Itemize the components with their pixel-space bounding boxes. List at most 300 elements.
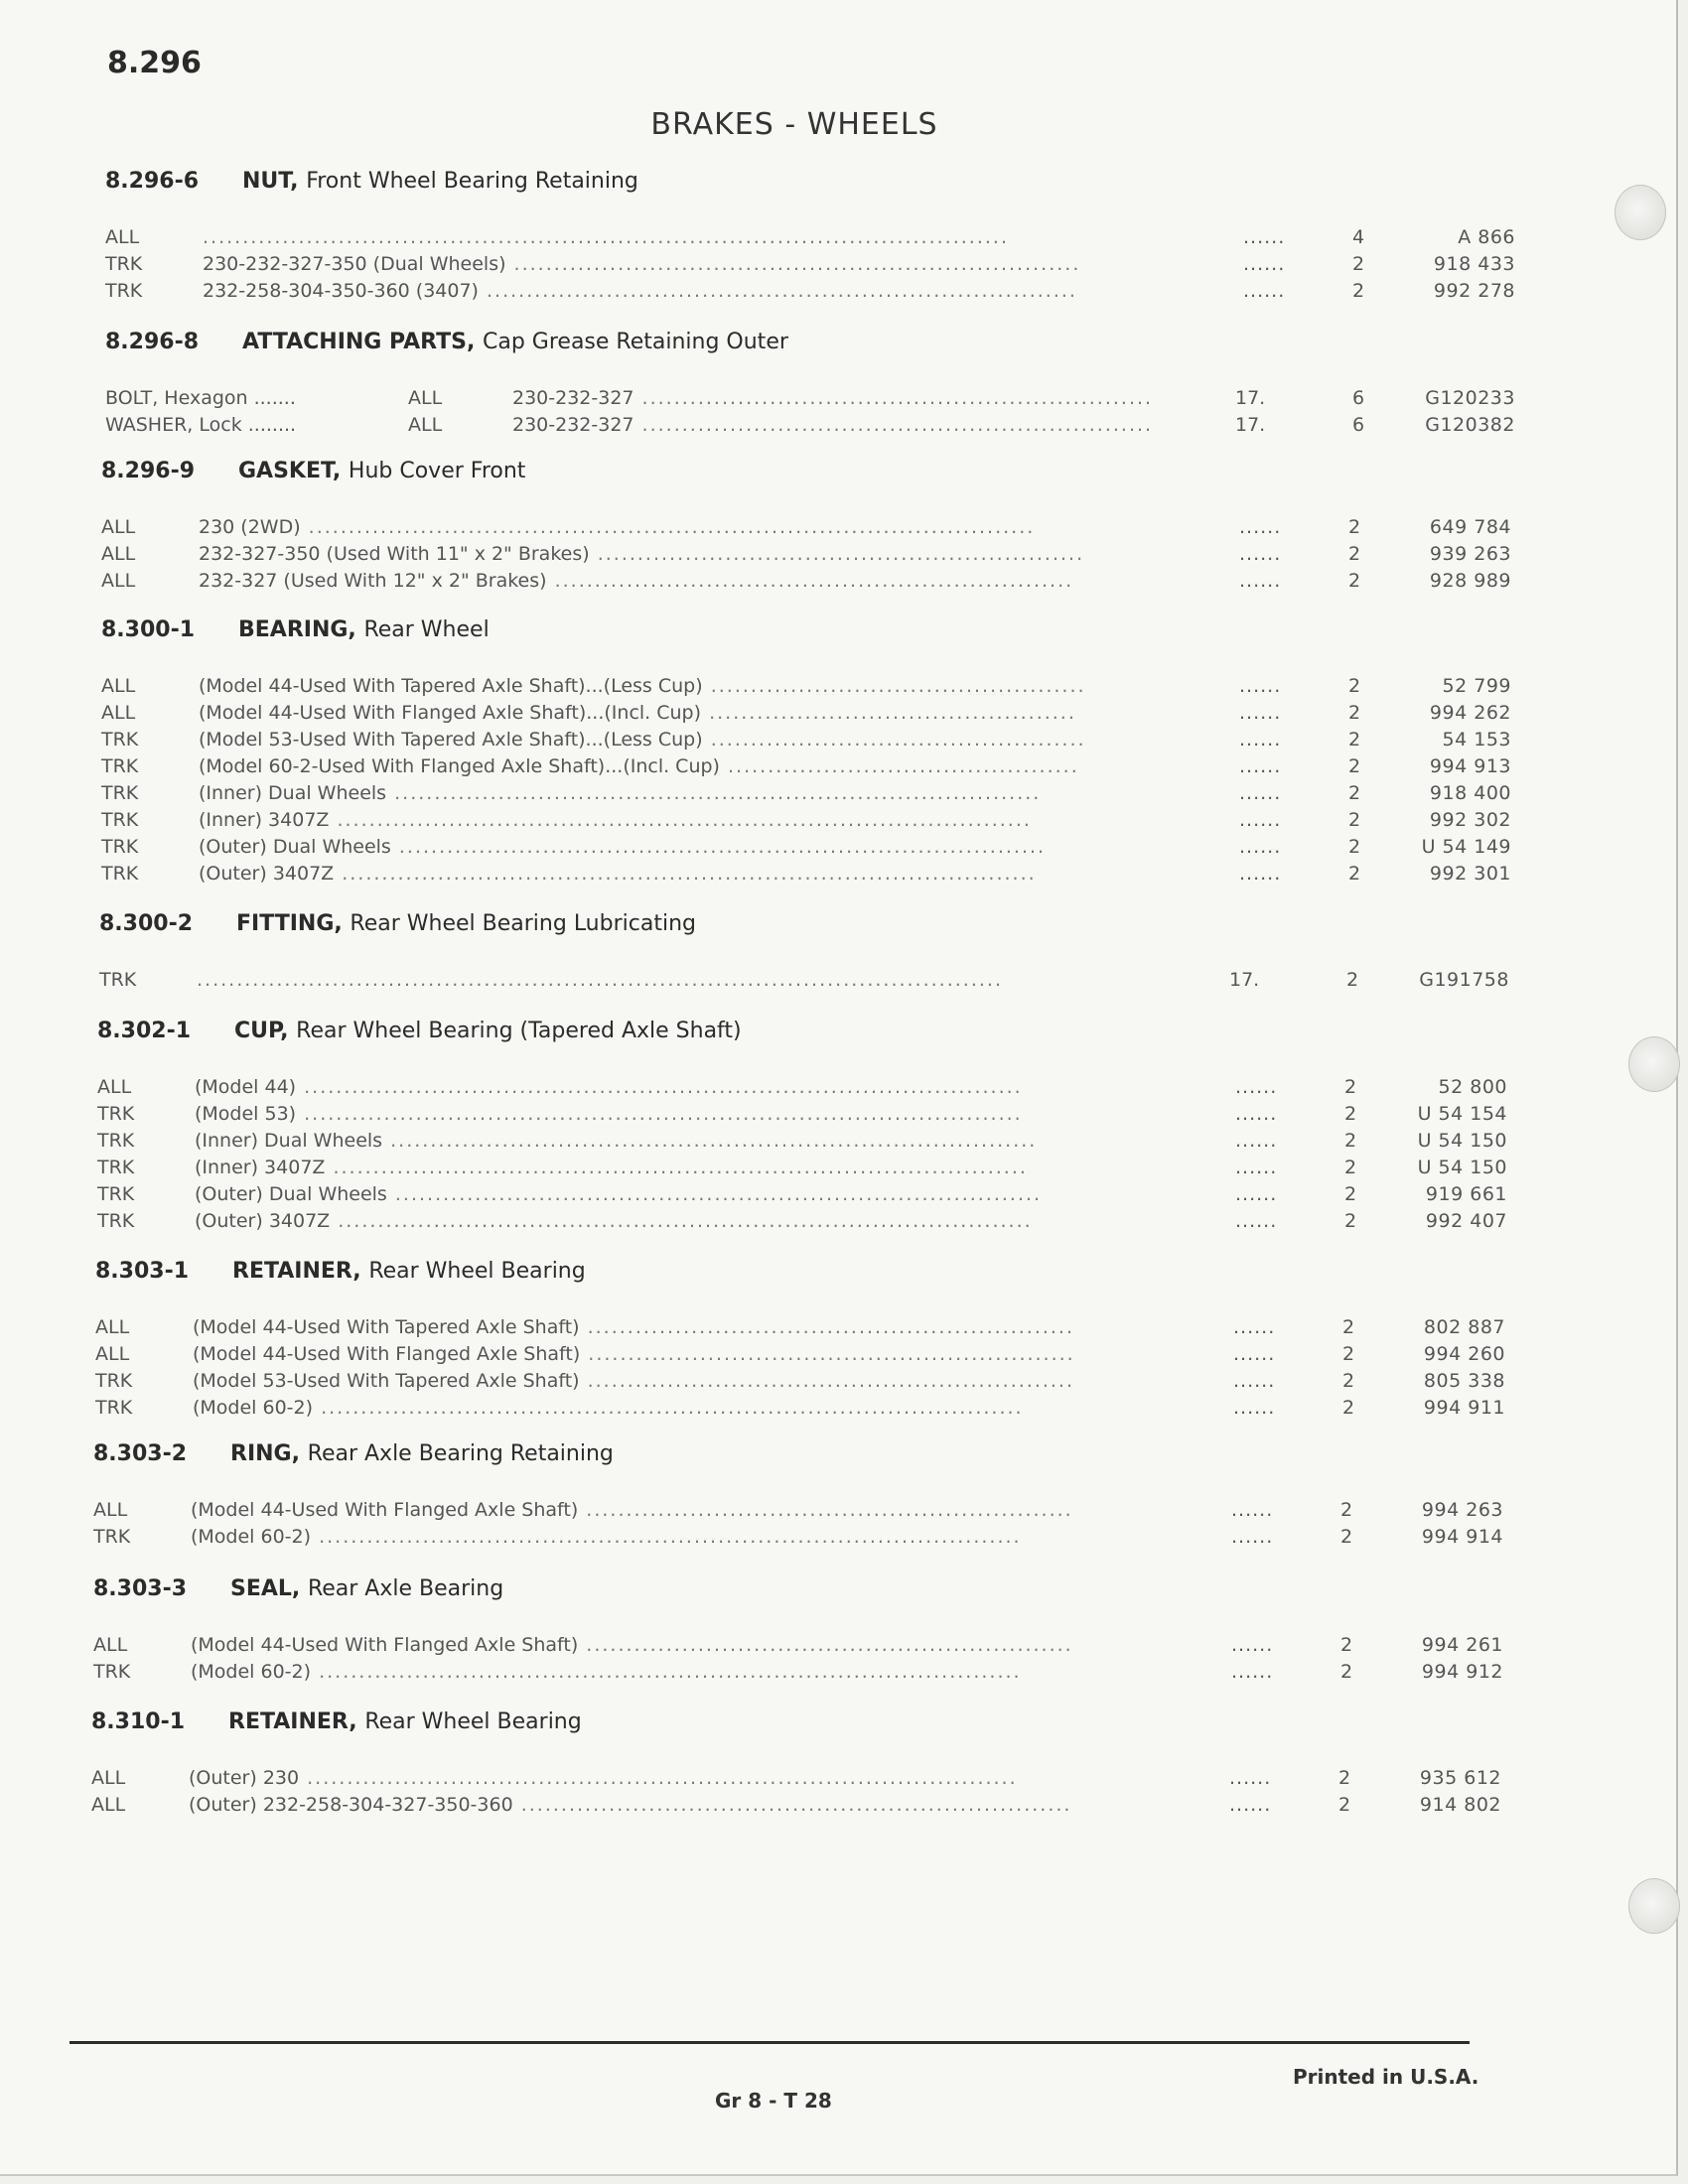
section-number: 8.310-1 [91,1709,186,1734]
part-row [101,729,1591,755]
blank-reference-dots: ...... [1239,836,1282,858]
section-separator: , [290,169,307,194]
row-quantity: 6 [1351,387,1365,409]
dot-leader: ............................................................. [580,1343,1075,1365]
row-applicability: TRK [97,1157,135,1178]
row-part-number: 649 784 [1429,516,1511,538]
row-part-number: 918 400 [1429,782,1511,804]
row-description-text: (Model 44-Used With Flanged Axle Shaft) [191,1634,579,1656]
part-row [95,1316,1585,1343]
row-reference: 17. [1229,969,1260,991]
part-row [97,1210,1587,1237]
row-description [193,1316,1186,1338]
dot-leader: ....................................................................... [505,253,1081,275]
row-part-number: 994 911 [1423,1397,1505,1419]
row-applicability: TRK [99,969,137,991]
part-row [91,1794,1581,1821]
row-quantity: 2 [1351,253,1365,275]
part-row [101,809,1591,836]
row-quantity: 2 [1351,280,1365,302]
row-description-text: (Model 44-Used With Tapered Axle Shaft)...(Less Cup) [199,675,703,697]
dot-leader: ............................................... [702,729,1086,751]
row-quantity: 2 [1339,1526,1353,1548]
row-quantity: 2 [1343,1076,1357,1098]
row-applicability: ALL [93,1634,128,1656]
row-description-text: (Inner) Dual Wheels [199,782,387,804]
dot-leader: ........................................................................................ [311,1661,1022,1683]
row-part-number: 54 153 [1442,729,1511,751]
row-description [195,1183,1188,1205]
row-description-text: (Model 44-Used With Flanged Axle Shaft) [193,1343,581,1365]
row-quantity: 2 [1343,1103,1357,1125]
row-applicability: ALL [95,1343,130,1365]
dot-leader: ....................................................................................... [334,863,1037,885]
row-description-text: 232-327 (Used With 12" x 2" Brakes) [199,570,547,592]
section-part-name: FITTING [236,911,335,936]
row-quantity: 2 [1347,729,1361,751]
row-quantity: 2 [1341,1370,1355,1392]
row-quantity: 2 [1343,1157,1357,1178]
row-quantity: 2 [1347,543,1361,565]
row-part-number: 928 989 [1429,570,1511,592]
dot-leader: ................................................................. [546,570,1074,592]
section-heading [93,1441,614,1466]
section-description: Cap Grease Retaining Outer [483,330,788,354]
row-part-number: 802 887 [1423,1316,1505,1338]
part-row [101,863,1591,889]
row-description [199,782,1192,804]
dot-leader: ........................................................................................ [311,1526,1022,1548]
row-description [189,1767,1182,1789]
row-applicability: TRK [97,1103,135,1125]
row-applicability: TRK [97,1210,135,1232]
row-part-number: 52 799 [1442,675,1511,697]
section-number: 8.300-2 [99,911,194,936]
blank-reference-dots: ...... [1243,280,1286,302]
row-applicability: TRK [93,1661,131,1683]
blank-reference-dots: ...... [1239,702,1282,724]
row-quantity: 2 [1347,570,1361,592]
row-usage [408,387,1153,409]
section-number: 8.303-2 [93,1441,188,1466]
blank-reference-dots: ...... [1235,1076,1278,1098]
row-description-text: (Model 53-Used With Tapered Axle Shaft)...(Less Cup) [199,729,703,751]
row-description-text: (Outer) 232-258-304-327-350-360 [189,1794,513,1816]
row-applicability: BOLT, Hexagon ....... [105,387,296,409]
part-row [101,755,1591,782]
row-part-number: 919 661 [1425,1183,1507,1205]
row-description-text: (Model 44-Used With Flanged Axle Shaft)...(Incl. Cup) [199,702,702,724]
row-description [199,863,1192,885]
dot-leader: ............................................ [719,755,1079,777]
row-description-text: (Outer) Dual Wheels [199,836,391,858]
section-heading [97,1019,742,1043]
row-description-text: (Model 60-2) [193,1397,314,1419]
part-row [97,1103,1587,1130]
blank-reference-dots: ...... [1235,1103,1278,1125]
section-part-name: CUP [234,1019,281,1043]
row-description [193,1343,1186,1365]
section-separator: , [352,1259,369,1284]
row-applicability: TRK [101,729,139,751]
row-applicability: TRK [101,836,139,858]
part-row [105,280,1595,307]
row-part-number: 994 261 [1421,1634,1503,1656]
row-description [191,1661,1184,1683]
blank-reference-dots: ...... [1239,809,1282,831]
dot-leader: ..................................................................................................... [203,226,1009,248]
row-part-number: 992 278 [1433,280,1515,302]
row-part-number: 52 800 [1438,1076,1507,1098]
row-quantity: 2 [1339,1499,1353,1521]
dot-leader: ....................................................................................... [325,1157,1028,1178]
row-quantity: 2 [1337,1794,1351,1816]
part-row [99,969,1589,996]
part-row [93,1661,1583,1688]
row-description-text: 232-258-304-350-360 (3407) [203,280,479,302]
part-row [105,387,1595,414]
row-description [195,1076,1188,1098]
row-description-text: (Model 44-Used With Flanged Axle Shaft) [191,1499,579,1521]
blank-reference-dots: ...... [1243,226,1286,248]
row-part-number: A 866 [1458,226,1515,248]
blank-reference-dots: ...... [1239,863,1282,885]
section-heading [93,1576,503,1601]
row-applicability: TRK [105,253,143,275]
row-description-text: (Inner) Dual Wheels [195,1130,383,1152]
row-part-number: 939 263 [1429,543,1511,565]
row-description [199,516,1192,538]
part-row [97,1157,1587,1183]
section-number: 8.296-8 [105,330,200,354]
row-description-text: (Outer) Dual Wheels [195,1183,387,1205]
dot-leader: ..................................................................................................... [197,969,1003,991]
row-description [199,809,1192,831]
row-part-number: 994 913 [1429,755,1511,777]
section-separator: , [466,330,483,354]
section-heading [101,459,525,483]
section-separator: , [348,617,364,642]
blank-reference-dots: ...... [1235,1183,1278,1205]
part-row [95,1397,1585,1424]
dot-leader: ................................................................................. [386,782,1042,804]
row-applicability: TRK [95,1370,133,1392]
part-row [101,675,1591,702]
section-separator: , [291,1576,308,1601]
section-description: Rear Axle Bearing [307,1576,504,1601]
row-quantity: 6 [1351,414,1365,436]
row-quantity: 2 [1347,782,1361,804]
row-applicability: TRK [97,1130,135,1152]
section-separator: , [332,459,349,483]
section-heading [105,169,638,194]
row-description-text: (Outer) 3407Z [195,1210,331,1232]
blank-reference-dots: ...... [1231,1634,1274,1656]
row-description [199,570,1192,592]
row-quantity: 4 [1351,226,1365,248]
row-quantity: 2 [1341,1343,1355,1365]
dot-leader: ............................................... [702,675,1086,697]
dot-leader: .......................................................................................... [296,1103,1023,1125]
row-usage-model: ALL [408,414,443,436]
binder-hole-top [1615,185,1666,240]
dot-leader: ....................................................................................... [330,1210,1033,1232]
section-part-name: ATTACHING PARTS [242,330,467,354]
row-applicability: WASHER, Lock ........ [105,414,297,436]
row-description [195,1157,1188,1178]
section-description: Hub Cover Front [348,459,526,483]
dot-leader: ............................................................. [589,543,1085,565]
row-description [199,836,1192,858]
dot-leader: ............................................................. [579,1316,1075,1338]
section-number: 8.302-1 [97,1019,192,1043]
row-part-number: 992 407 [1425,1210,1507,1232]
section-part-name: GASKET [238,459,333,483]
blank-reference-dots: ...... [1233,1343,1276,1365]
row-quantity: 2 [1347,702,1361,724]
row-quantity: 2 [1339,1661,1353,1683]
dot-leader: ..................................................................... [512,1794,1072,1816]
printed-in-label: Printed in U.S.A. [1293,2065,1479,2089]
part-row [91,1767,1581,1794]
section-separator: , [349,1709,365,1734]
row-part-number: U 54 154 [1417,1103,1507,1125]
row-description-text: (Model 60-2-Used With Flanged Axle Shaft)...(Incl. Cup) [199,755,720,777]
row-quantity: 2 [1341,1397,1355,1419]
row-applicability: ALL [97,1076,132,1098]
row-description-text: (Model 60-2) [191,1526,312,1548]
part-row [105,414,1595,441]
row-quantity: 2 [1339,1634,1353,1656]
dot-leader: .............................................. [701,702,1076,724]
row-applicability: TRK [101,755,139,777]
part-row [105,253,1595,280]
row-description-text: 230-232-327-350 (Dual Wheels) [203,253,506,275]
row-part-number: 994 260 [1423,1343,1505,1365]
dot-leader: ................................................................ [633,414,1154,436]
row-usage-series: 230-232-327 [512,414,634,436]
row-description-text: (Outer) 230 [189,1767,300,1789]
row-part-number: U 54 149 [1421,836,1511,858]
row-applicability: TRK [105,280,143,302]
section-number: 8.300-1 [101,617,196,642]
row-description [193,1370,1186,1392]
footer-rule [70,2041,1470,2044]
row-description [199,702,1192,724]
part-row [105,226,1595,253]
dot-leader: ........................................................................................... [300,516,1036,538]
row-description [189,1794,1182,1816]
row-part-number: 994 262 [1429,702,1511,724]
blank-reference-dots: ...... [1243,253,1286,275]
blank-reference-dots: ...... [1231,1499,1274,1521]
part-row [101,702,1591,729]
row-quantity: 2 [1347,675,1361,697]
row-usage-series: 230-232-327 [512,387,634,409]
row-applicability: TRK [97,1183,135,1205]
dot-leader: ................................................................................. [390,836,1047,858]
blank-reference-dots: ...... [1229,1767,1272,1789]
dot-leader: ................................................................ [633,387,1154,409]
row-part-number: U 54 150 [1417,1130,1507,1152]
row-description [191,1499,1184,1521]
section-number: 8.303-3 [93,1576,188,1601]
blank-reference-dots: ...... [1239,570,1282,592]
section-description: Rear Wheel [363,617,490,642]
blank-reference-dots: ...... [1231,1526,1274,1548]
section-part-name: RETAINER [228,1709,350,1734]
row-part-number: 805 338 [1423,1370,1505,1392]
part-row [93,1526,1583,1553]
dot-leader: ............................................................. [579,1370,1075,1392]
row-part-number: G191758 [1419,969,1509,991]
row-applicability: ALL [101,570,136,592]
row-applicability: ALL [101,675,136,697]
blank-reference-dots: ...... [1239,782,1282,804]
row-quantity: 2 [1347,755,1361,777]
row-quantity: 2 [1343,1210,1357,1232]
blank-reference-dots: ...... [1233,1370,1276,1392]
section-description: Rear Wheel Bearing [364,1709,582,1734]
row-applicability: ALL [101,543,136,565]
part-row [95,1343,1585,1370]
row-description [191,1526,1184,1548]
section-heading [101,617,490,642]
row-applicability: TRK [101,782,139,804]
row-description [195,1103,1188,1125]
blank-reference-dots: ...... [1239,675,1282,697]
row-quantity: 2 [1347,836,1361,858]
dot-leader: ....................................................................................... [329,809,1032,831]
row-description [199,729,1192,751]
blank-reference-dots: ...... [1239,755,1282,777]
dot-leader: ............................................................. [578,1634,1073,1656]
section-description: Rear Wheel Bearing [368,1259,586,1284]
row-part-number: U 54 150 [1417,1157,1507,1178]
part-row [101,543,1591,570]
section-description: Front Wheel Bearing Retaining [306,169,638,194]
dot-leader: .......................................................................................... [296,1076,1023,1098]
row-applicability: ALL [101,516,136,538]
row-description-text: (Model 44-Used With Tapered Axle Shaft) [193,1316,580,1338]
section-separator: , [334,911,351,936]
row-description-text: (Model 60-2) [191,1661,312,1683]
row-quantity: 2 [1337,1767,1351,1789]
row-quantity: 2 [1343,1183,1357,1205]
row-description [203,253,1196,275]
row-part-number: 992 301 [1429,863,1511,885]
blank-reference-dots: ...... [1235,1210,1278,1232]
row-description-text: (Outer) 3407Z [199,863,335,885]
part-row [97,1076,1587,1103]
row-part-number: G120233 [1425,387,1515,409]
row-usage-model: ALL [408,387,443,409]
row-part-number: 918 433 [1433,253,1515,275]
row-description-text: (Inner) 3407Z [199,809,330,831]
dot-leader: ......................................................................................... [299,1767,1018,1789]
dot-leader: ................................................................................. [386,1183,1043,1205]
footer-group-code: Gr 8 - T 28 [715,2089,832,2113]
row-applicability: ALL [95,1316,130,1338]
row-description-text: 230 (2WD) [199,516,301,538]
blank-reference-dots: ...... [1239,729,1282,751]
part-row [97,1130,1587,1157]
row-part-number: 994 263 [1421,1499,1503,1521]
row-description [195,1130,1188,1152]
blank-reference-dots: ...... [1233,1316,1276,1338]
section-number: 8.296-9 [101,459,196,483]
section-part-name: NUT [242,169,291,194]
row-description-text: 232-327-350 (Used With 11" x 2" Brakes) [199,543,590,565]
section-number: 8.303-1 [95,1259,190,1284]
section-description: Rear Axle Bearing Retaining [307,1441,614,1466]
blank-reference-dots: ...... [1239,516,1282,538]
blank-reference-dots: ...... [1235,1157,1278,1178]
part-row [95,1370,1585,1397]
section-description: Rear Wheel Bearing Lubricating [350,911,696,936]
row-reference: 17. [1235,387,1266,409]
row-description [193,1397,1186,1419]
row-applicability: TRK [101,863,139,885]
part-row [93,1499,1583,1526]
row-part-number: 992 302 [1429,809,1511,831]
section-heading [99,911,696,936]
blank-reference-dots: ...... [1229,1794,1272,1816]
row-description [195,1210,1188,1232]
section-part-name: BEARING [238,617,349,642]
dot-leader: ........................................................................................ [313,1397,1024,1419]
row-description [197,969,1190,991]
section-number: 8.296-6 [105,169,200,194]
dot-leader: ................................................................................. [382,1130,1038,1152]
part-row [101,782,1591,809]
row-description [199,675,1192,697]
part-row [97,1183,1587,1210]
row-applicability: TRK [93,1526,131,1548]
section-heading [91,1709,582,1734]
row-usage [408,414,1153,436]
binder-hole-bottom [1628,1878,1680,1934]
row-applicability: ALL [91,1794,126,1816]
row-quantity: 2 [1347,516,1361,538]
blank-reference-dots: ...... [1239,543,1282,565]
binder-hole-middle [1628,1036,1680,1092]
row-part-number: 994 912 [1421,1661,1503,1683]
blank-reference-dots: ...... [1233,1397,1276,1419]
row-applicability: ALL [91,1767,126,1789]
dot-leader: .......................................................................... [478,280,1077,302]
row-description-text: (Inner) 3407Z [195,1157,326,1178]
page-title: BRAKES - WHEELS [650,107,938,142]
row-part-number: 994 914 [1421,1526,1503,1548]
dot-leader: ............................................................. [578,1499,1073,1521]
section-part-name: RING [230,1441,292,1466]
row-part-number: 914 802 [1419,1794,1501,1816]
section-part-name: RETAINER [232,1259,353,1284]
row-quantity: 2 [1343,1130,1357,1152]
part-row [93,1634,1583,1661]
row-description [199,755,1192,777]
part-row [101,516,1591,543]
blank-reference-dots: ...... [1231,1661,1274,1683]
row-description-text: (Model 44) [195,1076,297,1098]
row-description [203,226,1196,248]
part-row [101,836,1591,863]
row-description-text: (Model 53) [195,1103,297,1125]
row-quantity: 2 [1345,969,1359,991]
row-applicability: TRK [101,809,139,831]
section-description: Rear Wheel Bearing (Tapered Axle Shaft) [296,1019,742,1043]
